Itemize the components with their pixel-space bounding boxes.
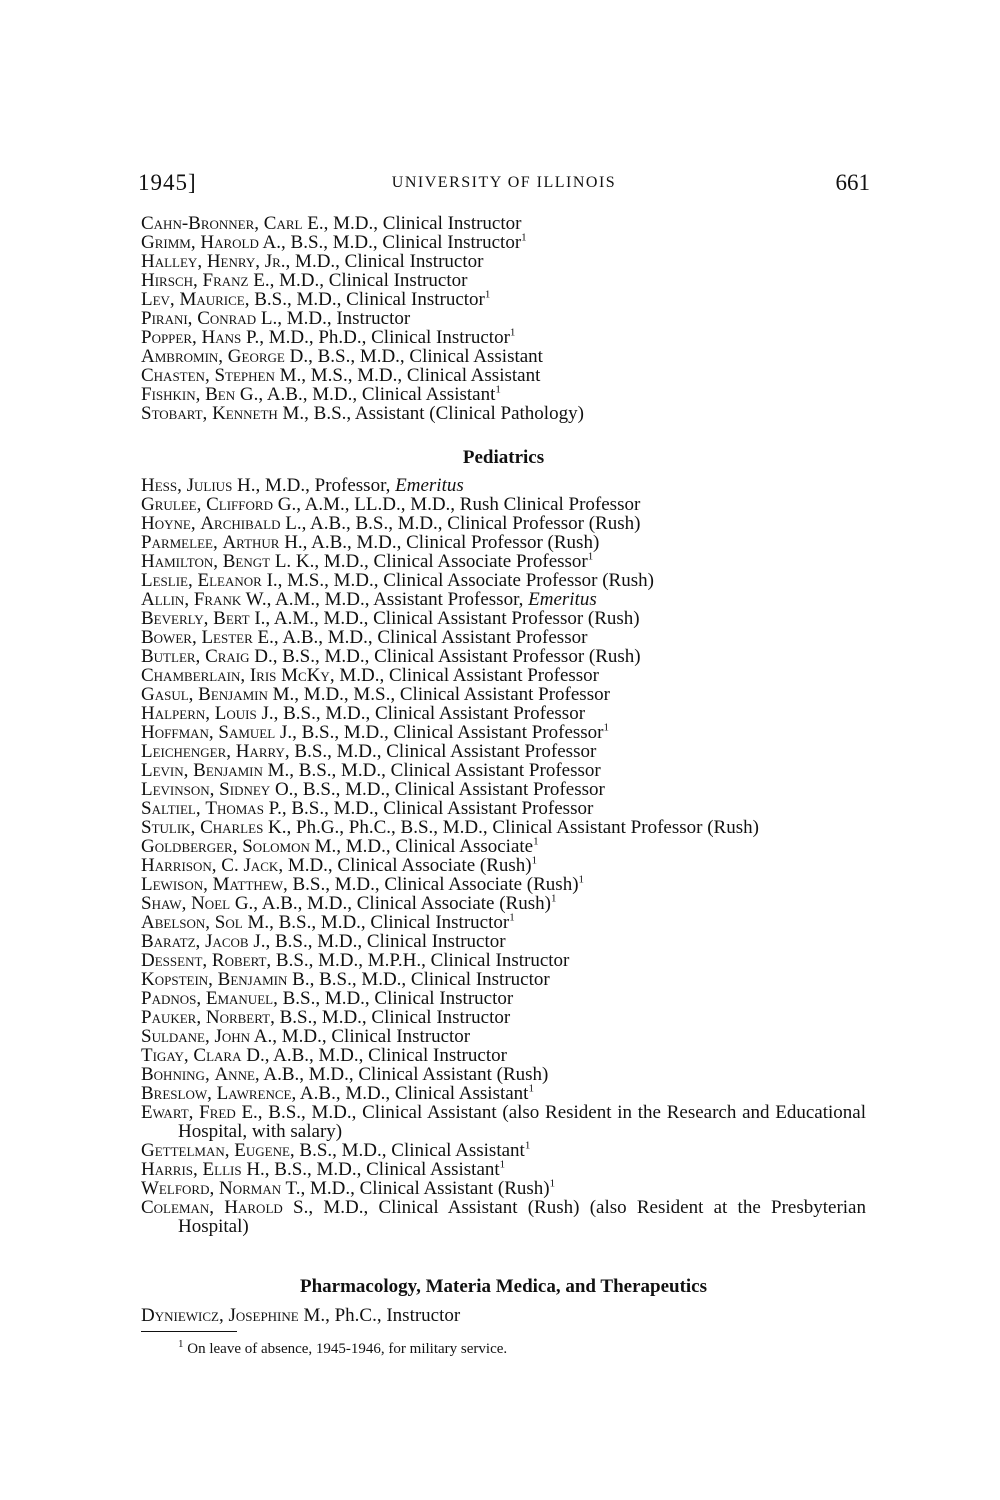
- entry-surname: Dyniewicz,: [141, 1305, 224, 1326]
- entry-given-name: Hans: [201, 327, 242, 348]
- staff-entry: [141, 590, 866, 609]
- entry-surname: Coleman,: [141, 1197, 215, 1218]
- section-heading-pharmacology: Pharmacology, Materia Medica, and Therapeutics: [299, 1276, 708, 1297]
- entry-given-name: Frank: [193, 589, 242, 610]
- entry-surname: Hirsch,: [141, 270, 198, 291]
- entry-surname: Stobart,: [141, 403, 208, 424]
- entry-given-name: Kenneth: [212, 403, 278, 424]
- entry-footnote-mark: 1: [531, 854, 538, 867]
- staff-entry: [141, 404, 866, 423]
- entry-details: , A.B., M.D., Clinical Assistant: [291, 1083, 529, 1104]
- entry-details: E., M.D., Clinical Instructor: [248, 270, 468, 291]
- entry-details: , B.S., M.D., Clinical Associate (Rush): [282, 874, 579, 895]
- entry-footnote-mark: 1: [521, 231, 527, 244]
- entry-footnote-mark: 1: [587, 550, 594, 563]
- entry-given-name: Lawrence: [216, 1083, 292, 1104]
- entry-details: , A.B., M.D., Clinical Assistant (Rush): [254, 1064, 549, 1085]
- staff-entry: [141, 799, 866, 818]
- entry-details: T., M.D., Clinical Assistant (Rush): [281, 1178, 550, 1199]
- staff-entry: [141, 666, 866, 685]
- staff-entry: [141, 290, 866, 309]
- entry-details: , B.S., M.D., Clinical Instructor: [270, 1007, 511, 1028]
- staff-entry: [141, 875, 866, 894]
- staff-entry: [141, 1160, 866, 1179]
- entry-footnote-mark: 1: [603, 721, 610, 734]
- entry-footnote-mark: 1: [528, 1082, 534, 1095]
- entry-given-name: Clara: [193, 1045, 242, 1066]
- entry-footnote-mark: 1: [499, 1158, 506, 1171]
- entry-surname: Chasten,: [141, 365, 210, 386]
- entry-surname: Parmelee,: [141, 532, 218, 553]
- staff-entry: [141, 989, 866, 1008]
- staff-entry: [141, 951, 866, 970]
- staff-entry: [141, 647, 866, 666]
- staff-entry: [141, 704, 866, 723]
- entry-given-name: Benjamin: [217, 969, 288, 990]
- entry-given-name: Emanuel: [205, 988, 274, 1009]
- entry-surname: Baratz,: [141, 931, 201, 952]
- entry-given-name: Stephen: [214, 365, 275, 386]
- entry-given-name: Norbert: [205, 1007, 271, 1028]
- staff-entry: [141, 1103, 866, 1141]
- staff-entry: [141, 723, 866, 742]
- staff-entry: [141, 366, 866, 385]
- entry-surname: Ambromin,: [141, 346, 224, 367]
- entry-details: M., B.S., M.D., Clinical Instructor: [242, 912, 510, 933]
- staff-entry: [141, 552, 866, 571]
- entry-details: L., M.D., Instructor: [256, 308, 411, 329]
- entry-surname: Butler,: [141, 646, 201, 667]
- entry-given-name: Arthur: [222, 532, 280, 553]
- staff-entry: [141, 685, 866, 704]
- entry-details: I., M.S., M.D., Clinical Associate Professor (Rush): [261, 570, 654, 591]
- entry-given-name: George: [227, 346, 285, 367]
- entry-given-name: Sol: [214, 912, 243, 933]
- entry-footnote-mark: 1: [578, 873, 585, 886]
- page-number: 661: [835, 170, 870, 195]
- entry-details: , B.S., M.D., Clinical Assistant: [289, 1140, 525, 1161]
- footnote-text: On leave of absence, 1945-1946, for military service.: [183, 1341, 508, 1357]
- entry-details: M., M.D., Clinical Associate: [309, 836, 534, 857]
- entry-details: M., B.S., M.D., Clinical Assistant Professor: [262, 760, 601, 781]
- entry-given-name: Clifford: [206, 494, 273, 515]
- entry-surname: Grulee,: [141, 494, 202, 515]
- entry-surname: Gasul,: [141, 684, 194, 705]
- entry-surname: Lev,: [141, 289, 175, 310]
- entry-footnote-mark: 1: [533, 835, 539, 848]
- staff-list-clinical-pathology: [141, 214, 866, 423]
- entry-surname: Saltiel,: [141, 798, 201, 819]
- entry-surname: Lewison,: [141, 874, 208, 895]
- staff-entry: [141, 495, 866, 514]
- entry-details: , B.S., M.D., M.P.H., Clinical Instructor: [266, 950, 570, 971]
- staff-entry: [141, 628, 866, 647]
- entry-details: D., A.B., M.D., Clinical Instructor: [241, 1045, 507, 1066]
- entry-given-name: Harold: [200, 232, 259, 253]
- entry-surname: Beverly,: [141, 608, 209, 629]
- staff-entry: [141, 1179, 866, 1198]
- staff-entry: [141, 252, 866, 271]
- entry-surname: Padnos,: [141, 988, 202, 1009]
- entry-details: A., B.S., M.D., Clinical Instructor: [258, 232, 522, 253]
- staff-entry: [141, 571, 866, 590]
- entry-details: , M.D., Clinical Assistant Professor: [329, 665, 599, 686]
- entry-details: , B.S., M.D., Clinical Assistant Professor: [284, 741, 597, 762]
- entry-given-name: Jacob: [205, 931, 249, 952]
- entry-details: M., B.S., Assistant (Clinical Pathology): [277, 403, 584, 424]
- staff-entry: [141, 1008, 866, 1027]
- entry-given-name: Anne: [214, 1064, 255, 1085]
- entry-surname: Bohning,: [141, 1064, 210, 1085]
- entry-given-name: C. Jack: [221, 855, 279, 876]
- entry-surname: Leichenger,: [141, 741, 232, 762]
- staff-entry: [141, 1065, 866, 1084]
- entry-footnote-mark: 1: [509, 326, 516, 339]
- entry-surname: Tigay,: [141, 1045, 189, 1066]
- entry-surname: Pirani,: [141, 308, 193, 329]
- entry-footnote-mark: 1: [509, 911, 515, 924]
- entry-given-name: Henry, Jr.: [206, 251, 286, 272]
- entry-surname: Fishkin,: [141, 384, 201, 405]
- entry-details: L. K., M.D., Clinical Associate Professor: [270, 551, 588, 572]
- entry-details: J., B.S., M.D., Clinical Instructor: [248, 931, 506, 952]
- staff-entry: [141, 328, 866, 347]
- staff-entry: [141, 742, 866, 761]
- entry-given-name: Matthew: [212, 874, 283, 895]
- entry-surname: Breslow,: [141, 1083, 212, 1104]
- entry-details: B., B.S., M.D., Clinical Instructor: [287, 969, 550, 990]
- entry-surname: Hess,: [141, 475, 182, 496]
- entry-details: A., M.D., Clinical Instructor: [250, 1026, 471, 1047]
- entry-given-name: Norman: [219, 1178, 282, 1199]
- entry-details: M., M.D., M.S., Clinical Assistant Professor: [267, 684, 610, 705]
- entry-surname: Harris,: [141, 1159, 198, 1180]
- entry-surname: Shaw,: [141, 893, 187, 914]
- entry-footnote-mark: 1: [550, 892, 557, 905]
- entry-surname: Welford,: [141, 1178, 215, 1199]
- entry-details: , B.S., M.D., Clinical Instructor: [273, 988, 514, 1009]
- entry-given-name: John: [214, 1026, 251, 1047]
- staff-entry: [141, 533, 866, 552]
- entry-given-name: Franz: [202, 270, 249, 291]
- entry-details: S., M.D., Clinical Assistant (Rush) (also Resident at the Presbyterian Hospital): [178, 1197, 866, 1237]
- staff-entry: [141, 932, 866, 951]
- footnote: [178, 1338, 508, 1358]
- entry-given-name: Ellis: [202, 1159, 242, 1180]
- entry-details: E., M.D., Clinical Instructor: [302, 213, 522, 234]
- staff-entry: [141, 818, 866, 837]
- entry-surname: Hamilton,: [141, 551, 218, 572]
- entry-given-name: Carl: [263, 213, 303, 234]
- staff-entry: [141, 514, 866, 533]
- entry-given-name: Maurice: [179, 289, 245, 310]
- entry-given-name: Conrad: [197, 308, 257, 329]
- entry-given-name: Eugene: [234, 1140, 290, 1161]
- entry-surname: Pauker,: [141, 1007, 202, 1028]
- staff-entry: [141, 309, 866, 328]
- staff-entry: [141, 894, 866, 913]
- staff-entry: [141, 837, 866, 856]
- entry-surname: Ewart,: [141, 1102, 194, 1123]
- entry-details: K., Ph.G., Ph.C., B.S., M.D., Clinical Assistant Professor (Rush): [263, 817, 759, 838]
- entry-given-name: Bengt: [222, 551, 271, 572]
- entry-footnote-mark: 1: [549, 1177, 556, 1190]
- entry-given-name: Harold: [224, 1197, 283, 1218]
- entry-details: J., B.S., M.D., Clinical Assistant Professor: [256, 703, 586, 724]
- entry-details: P., B.S., M.D., Clinical Assistant Professor: [263, 798, 594, 819]
- staff-entry: [141, 476, 866, 495]
- entry-given-name: Benjamin: [198, 684, 268, 705]
- entry-surname: Stulik,: [141, 817, 196, 838]
- footnote-rule: [141, 1331, 237, 1332]
- entry-surname: Grimm,: [141, 232, 196, 253]
- staff-entry: [141, 761, 866, 780]
- entry-surname: Bower,: [141, 627, 197, 648]
- entry-surname: Gettelman,: [141, 1140, 230, 1161]
- staff-entry: [141, 233, 866, 252]
- header-year: 1945]: [138, 170, 197, 195]
- entry-given-name: Archibald: [200, 513, 281, 534]
- staff-entry: [141, 913, 866, 932]
- entry-given-name: Robert: [211, 950, 267, 971]
- entry-surname: Goldberger,: [141, 836, 238, 857]
- entry-surname: Kopstein,: [141, 969, 213, 990]
- staff-entry: [141, 1306, 866, 1325]
- entry-surname: Popper,: [141, 327, 197, 348]
- entry-surname: Allin,: [141, 589, 190, 610]
- entry-details: D., B.S., M.D., Clinical Assistant Professor (Rush): [249, 646, 641, 667]
- entry-details: J., B.S., M.D., Clinical Assistant Professor: [275, 722, 604, 743]
- staff-entry: [141, 780, 866, 799]
- entry-given-name: Lester: [201, 627, 253, 648]
- entry-surname: Dessent,: [141, 950, 208, 971]
- entry-given-name: Eleanor: [197, 570, 262, 591]
- entry-details: , B.S., M.D., Clinical Instructor: [244, 289, 485, 310]
- staff-entry: [141, 609, 866, 628]
- entry-details: G., A.B., M.D., Clinical Assistant: [235, 384, 496, 405]
- staff-list-pediatrics: [141, 476, 866, 1236]
- header-institution: UNIVERSITY OF ILLINOIS: [391, 174, 617, 191]
- entry-given-name: Fred: [199, 1102, 236, 1123]
- entry-details: E., B.S., M.D., Clinical Assistant (also Resident in the Research and Educational Hospital, with salary): [178, 1102, 866, 1142]
- entry-details: E., A.B., M.D., Clinical Assistant Professor: [252, 627, 588, 648]
- entry-surname: Leslie,: [141, 570, 193, 591]
- entry-footnote-mark: 1: [495, 383, 501, 396]
- entry-surname: Halpern,: [141, 703, 211, 724]
- entry-given-name: Bert: [213, 608, 250, 629]
- entry-given-name: Iris McKy: [249, 665, 330, 686]
- entry-emeritus: Emeritus: [528, 589, 597, 610]
- entry-details: , M.D., Clinical Instructor: [285, 251, 484, 272]
- entry-details: D., B.S., M.D., Clinical Assistant: [284, 346, 543, 367]
- entry-details: H., M.D., Professor,: [232, 475, 396, 496]
- staff-entry: [141, 1046, 866, 1065]
- entry-given-name: Charles: [200, 817, 264, 838]
- entry-details: O., B.S., M.D., Clinical Assistant Professor: [270, 779, 605, 800]
- entry-details: H., A.B., M.D., Clinical Professor (Rush): [279, 532, 600, 553]
- entry-given-name: Ben: [205, 384, 236, 405]
- section-heading-pediatrics: Pediatrics: [462, 447, 545, 468]
- entry-given-name: Julius: [186, 475, 233, 496]
- staff-entry: [141, 271, 866, 290]
- staff-entry: [141, 1141, 866, 1160]
- entry-details: I., A.M., M.D., Clinical Assistant Professor (Rush): [249, 608, 640, 629]
- entry-surname: Suldane,: [141, 1026, 210, 1047]
- entry-given-name: Sidney: [219, 779, 271, 800]
- entry-given-name: Thomas: [205, 798, 264, 819]
- entry-surname: Hoffman,: [141, 722, 214, 743]
- staff-entry: [141, 347, 866, 366]
- entry-details: M., Ph.C., Instructor: [298, 1305, 461, 1326]
- entry-surname: Levin,: [141, 760, 189, 781]
- running-header: [138, 170, 870, 196]
- entry-given-name: Benjamin: [193, 760, 263, 781]
- entry-details: W., A.M., M.D., Assistant Professor,: [241, 589, 529, 610]
- entry-given-name: Noel: [191, 893, 231, 914]
- entry-given-name: Josephine: [228, 1305, 299, 1326]
- entry-details: P., M.D., Ph.D., Clinical Instructor: [241, 327, 510, 348]
- entry-given-name: Craig: [205, 646, 250, 667]
- entry-given-name: Solomon: [242, 836, 310, 857]
- staff-entry: [141, 856, 866, 875]
- entry-details: L., A.B., B.S., M.D., Clinical Professor (Rush): [280, 513, 641, 534]
- entry-given-name: Harry: [235, 741, 285, 762]
- entry-details: G., A.B., M.D., Clinical Associate (Rush): [230, 893, 551, 914]
- entry-details: , M.D., Clinical Associate (Rush): [278, 855, 532, 876]
- entry-surname: Hoyne,: [141, 513, 196, 534]
- staff-entry: [141, 385, 866, 404]
- entry-surname: Chamberlain,: [141, 665, 246, 686]
- entry-surname: Cahn-Bronner,: [141, 213, 260, 234]
- entry-surname: Harrison,: [141, 855, 217, 876]
- entry-surname: Abelson,: [141, 912, 211, 933]
- entry-given-name: Louis: [214, 703, 257, 724]
- entry-details: G., A.M., LL.D., M.D., Rush Clinical Professor: [272, 494, 641, 515]
- footnote-mark: 1: [178, 1338, 184, 1350]
- entry-given-name: Samuel: [218, 722, 276, 743]
- staff-entry: [141, 1027, 866, 1046]
- staff-entry: [141, 1198, 866, 1236]
- staff-entry: [141, 214, 866, 233]
- staff-list-pharmacology: [141, 1306, 866, 1325]
- entry-surname: Halley,: [141, 251, 203, 272]
- staff-entry: [141, 970, 866, 989]
- entry-details: H., B.S., M.D., Clinical Assistant: [241, 1159, 500, 1180]
- entry-emeritus: Emeritus: [395, 475, 464, 496]
- entry-footnote-mark: 1: [524, 1139, 531, 1152]
- entry-details: M., M.S., M.D., Clinical Assistant: [274, 365, 541, 386]
- entry-surname: Levinson,: [141, 779, 215, 800]
- entry-footnote-mark: 1: [484, 288, 491, 301]
- staff-entry: [141, 1084, 866, 1103]
